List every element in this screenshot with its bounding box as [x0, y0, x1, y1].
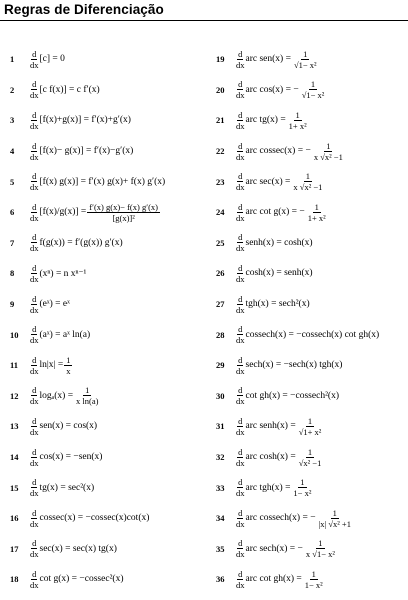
rule-expression: cossec(x) = −cossec(x)cot(x) — [39, 513, 150, 524]
rule-number: 19 — [216, 54, 225, 65]
operator-denominator: dx — [236, 457, 245, 468]
rule-number: 14 — [10, 452, 19, 463]
rule-expression: arc sen(x) = — [245, 54, 291, 65]
rule-expression: arc cot g(x) = − — [245, 207, 305, 218]
operator-numerator: d — [238, 262, 243, 273]
rule-row — [10, 44, 210, 75]
rule-row — [216, 411, 408, 442]
operator-denominator: dx — [30, 273, 39, 284]
rule-number: 23 — [216, 176, 225, 187]
operator-denominator: dx — [236, 426, 245, 437]
rule-number: 26 — [216, 268, 225, 279]
rule-expression: [f(x)/g(x)] = — [39, 207, 87, 218]
operator-numerator: d — [32, 324, 37, 335]
derivative-operator — [236, 385, 245, 406]
fraction-denominator: 1+ x² — [288, 120, 307, 131]
rule-expression: arc cossec(x) = − — [245, 146, 311, 157]
operator-numerator: d — [32, 262, 37, 273]
rule-row — [216, 442, 408, 473]
derivative-operator — [236, 294, 245, 315]
rule-row — [10, 228, 210, 259]
rule-expression: arc senh(x) = — [245, 421, 296, 432]
operator-denominator: dx — [30, 488, 39, 499]
operator-denominator: dx — [30, 182, 39, 193]
result-fraction — [291, 477, 313, 498]
operator-denominator: dx — [236, 396, 245, 407]
rule-row — [216, 564, 408, 595]
operator-numerator: d — [238, 171, 243, 182]
rule-row — [216, 166, 408, 197]
derivative-operator — [236, 538, 245, 559]
operator-numerator: d — [238, 354, 243, 365]
rule-number: 15 — [10, 482, 19, 493]
derivative-operator — [236, 79, 245, 100]
rule-row — [216, 319, 408, 350]
rule-number: 3 — [10, 115, 15, 126]
rule-row — [216, 381, 408, 412]
rule-row — [216, 289, 408, 320]
derivative-operator — [236, 110, 245, 131]
rule-number: 29 — [216, 360, 225, 371]
operator-numerator: d — [238, 415, 243, 426]
operator-numerator: d — [238, 201, 243, 212]
operator-denominator: dx — [236, 182, 245, 193]
rule-row — [216, 350, 408, 381]
operator-denominator: dx — [236, 59, 245, 70]
derivative-operator — [236, 569, 245, 590]
derivative-operator — [236, 477, 245, 498]
rule-row — [216, 503, 408, 534]
operator-denominator: dx — [30, 365, 39, 376]
rule-number: 28 — [216, 329, 225, 340]
page-title: Regras de Diferenciação — [4, 2, 164, 17]
derivative-operator — [30, 49, 39, 70]
fraction-denominator: √1+ x² — [298, 426, 322, 437]
fraction-denominator: |x| √x² +1 — [318, 518, 351, 529]
rule-number: 8 — [10, 268, 15, 279]
rule-expression: arc sec(x) = — [245, 176, 291, 187]
result-fraction — [292, 49, 319, 70]
rule-number: 30 — [216, 390, 225, 401]
rule-number: 12 — [10, 390, 19, 401]
rule-expression: [f(x)+g(x)] = f′(x)+g′(x) — [39, 115, 131, 126]
rule-number: 10 — [10, 329, 19, 340]
derivative-operator — [30, 79, 39, 100]
operator-numerator: d — [32, 293, 37, 304]
rule-expression: (eˣ) = eˣ — [39, 299, 70, 310]
operator-denominator: dx — [30, 518, 39, 529]
operator-denominator: dx — [30, 396, 39, 407]
rule-number: 18 — [10, 574, 19, 585]
rule-number: 32 — [216, 452, 225, 463]
fraction-denominator: 1− x² — [293, 488, 312, 499]
derivative-operator — [30, 202, 39, 223]
fraction-numerator: 1 — [332, 507, 337, 518]
fraction-numerator: 1 — [66, 354, 71, 365]
rule-expression: arc sech(x) = − — [245, 543, 303, 554]
rule-number: 34 — [216, 513, 225, 524]
rule-row — [10, 411, 210, 442]
derivative-operator — [30, 141, 39, 162]
rule-row — [216, 228, 408, 259]
rule-expression: cot gh(x) = −cossech²(x) — [245, 390, 339, 401]
fraction-denominator: x — [66, 365, 71, 376]
result-fraction — [287, 110, 309, 131]
fraction-numerator: 1 — [307, 446, 313, 457]
operator-denominator: dx — [30, 549, 39, 560]
result-fraction — [291, 171, 324, 192]
rule-row — [10, 381, 210, 412]
rule-number: 33 — [216, 482, 225, 493]
rule-expression: sen(x) = cos(x) — [39, 421, 98, 432]
rule-number: 4 — [10, 146, 15, 157]
rule-row — [216, 75, 408, 106]
rule-row — [10, 350, 210, 381]
rule-row — [216, 136, 408, 167]
operator-denominator: dx — [30, 90, 39, 101]
rule-row — [10, 258, 210, 289]
operator-denominator: dx — [236, 273, 245, 284]
fraction-denominator: x ln(a) — [76, 396, 99, 407]
rule-row — [216, 534, 408, 565]
rule-row — [216, 44, 408, 75]
rule-number: 2 — [10, 84, 15, 95]
rule-expression: ln|x| = — [39, 360, 64, 371]
rule-number: 20 — [216, 84, 225, 95]
derivative-operator — [236, 355, 245, 376]
operator-denominator: dx — [236, 549, 245, 560]
fraction-numerator: 1 — [307, 415, 313, 426]
derivative-operator — [30, 569, 39, 590]
rule-row — [216, 258, 408, 289]
result-fraction — [64, 355, 72, 376]
derivative-operator — [30, 232, 39, 253]
derivative-operator — [30, 508, 39, 529]
operator-denominator: dx — [30, 457, 39, 468]
rule-number: 11 — [10, 360, 19, 371]
rule-row — [10, 105, 210, 136]
rule-expression: cos(x) = −sen(x) — [39, 452, 103, 463]
result-fraction — [297, 447, 324, 468]
fraction-numerator: 1 — [326, 140, 331, 151]
rule-row — [10, 75, 210, 106]
derivative-operator — [236, 141, 245, 162]
operator-denominator: dx — [30, 426, 39, 437]
fraction-numerator: 1 — [314, 201, 319, 212]
rule-expression: arc cot gh(x) = — [245, 574, 302, 585]
derivative-operator — [236, 263, 245, 284]
operator-denominator: dx — [236, 365, 245, 376]
rule-number: 21 — [216, 115, 225, 126]
operator-numerator: d — [238, 507, 243, 518]
rule-row — [10, 136, 210, 167]
operator-numerator: d — [32, 201, 37, 212]
rule-expression: sec(x) = sec(x) tg(x) — [39, 543, 117, 554]
rule-number: 25 — [216, 237, 225, 248]
rule-expression: senh(x) = cosh(x) — [245, 237, 313, 248]
derivative-operator — [30, 171, 39, 192]
rule-number: 5 — [10, 176, 15, 187]
rule-expression: f(g(x)) = f′(g(x)) g′(x) — [39, 237, 123, 248]
operator-denominator: dx — [30, 335, 39, 346]
operator-numerator: d — [238, 140, 243, 151]
operator-numerator: d — [32, 446, 37, 457]
operator-numerator: d — [238, 477, 243, 488]
derivative-operator — [30, 355, 39, 376]
operator-denominator: dx — [30, 243, 39, 254]
result-fraction — [87, 202, 160, 223]
derivative-operator — [30, 416, 39, 437]
fraction-numerator: 1 — [311, 568, 316, 579]
rule-row — [216, 472, 408, 503]
operator-numerator: d — [238, 109, 243, 120]
rule-expression: cosh(x) = senh(x) — [245, 268, 313, 279]
rule-expression: [c] = 0 — [39, 54, 65, 65]
derivative-operator — [236, 232, 245, 253]
rule-expression: tg(x) = sec²(x) — [39, 482, 95, 493]
rule-expression: tgh(x) = sech²(x) — [245, 299, 310, 310]
operator-numerator: d — [32, 568, 37, 579]
derivative-operator — [236, 202, 245, 223]
rule-expression: [f(x) g(x)] = f′(x) g(x)+ f(x) g′(x) — [39, 176, 166, 187]
operator-denominator: dx — [236, 304, 245, 315]
derivative-operator — [236, 324, 245, 345]
operator-numerator: d — [32, 354, 37, 365]
fraction-denominator: x √1− x² — [305, 549, 335, 560]
operator-numerator: d — [32, 109, 37, 120]
rule-row — [10, 564, 210, 595]
fraction-denominator: √1− x² — [293, 59, 317, 70]
result-fraction — [312, 141, 345, 162]
operator-numerator: d — [238, 232, 243, 243]
derivative-operator — [30, 294, 39, 315]
fraction-denominator: 1− x² — [304, 579, 323, 590]
rule-row — [10, 166, 210, 197]
operator-numerator: d — [238, 538, 243, 549]
title-underline — [0, 20, 408, 21]
operator-denominator: dx — [236, 90, 245, 101]
operator-denominator: dx — [236, 120, 245, 131]
rule-number: 13 — [10, 421, 19, 432]
rules-column-left — [10, 44, 210, 595]
derivative-operator — [236, 447, 245, 468]
rule-number: 22 — [216, 146, 225, 157]
operator-numerator: d — [32, 538, 37, 549]
rule-number: 31 — [216, 421, 225, 432]
derivative-operator — [30, 110, 39, 131]
fraction-denominator: 1+ x² — [307, 212, 326, 223]
operator-denominator: dx — [236, 151, 245, 162]
derivative-operator — [236, 416, 245, 437]
operator-denominator: dx — [236, 518, 245, 529]
result-fraction — [300, 79, 327, 100]
rule-row — [10, 197, 210, 228]
operator-numerator: d — [32, 140, 37, 151]
rule-row — [10, 442, 210, 473]
result-fraction — [317, 508, 353, 529]
rule-expression: arc tgh(x) = — [245, 482, 291, 493]
rule-expression: arc cos(x) = − — [245, 84, 299, 95]
operator-numerator: d — [238, 324, 243, 335]
derivative-operator — [30, 385, 39, 406]
rule-expression: logₐ(x) = — [39, 390, 74, 401]
operator-numerator: d — [238, 293, 243, 304]
rule-number: 9 — [10, 299, 15, 310]
rule-expression: arc tg(x) = — [245, 115, 286, 126]
operator-denominator: dx — [30, 304, 39, 315]
fraction-numerator: 1 — [295, 109, 300, 120]
operator-numerator: d — [32, 171, 37, 182]
operator-numerator: d — [32, 477, 37, 488]
result-fraction — [304, 538, 337, 559]
rule-number: 1 — [10, 54, 15, 65]
derivative-operator — [30, 477, 39, 498]
derivative-operator — [236, 508, 245, 529]
rule-row — [10, 289, 210, 320]
operator-numerator: d — [32, 232, 37, 243]
rule-row — [10, 319, 210, 350]
fraction-numerator: 1 — [318, 538, 323, 549]
operator-numerator: d — [32, 415, 37, 426]
result-fraction — [74, 385, 100, 406]
rule-row — [216, 105, 408, 136]
fraction-numerator: 1 — [303, 48, 308, 59]
rule-number: 16 — [10, 513, 19, 524]
fraction-denominator: [g(x)]² — [112, 212, 135, 223]
fraction-denominator: x √x² −1 — [313, 151, 343, 162]
rule-expression: (xⁿ) = n xⁿ⁻¹ — [39, 268, 87, 279]
derivative-operator — [236, 49, 245, 70]
operator-denominator: dx — [30, 579, 39, 590]
fraction-denominator: √x² −1 — [298, 457, 322, 468]
operator-denominator: dx — [30, 59, 39, 70]
rule-number: 17 — [10, 543, 19, 554]
rule-number: 35 — [216, 543, 225, 554]
operator-numerator: d — [238, 79, 243, 90]
rule-expression: (aˣ) = aˣ ln(a) — [39, 329, 91, 340]
rule-row — [10, 534, 210, 565]
result-fraction — [303, 569, 325, 590]
operator-denominator: dx — [30, 151, 39, 162]
rule-number: 7 — [10, 237, 15, 248]
operator-numerator: d — [238, 48, 243, 59]
fraction-numerator: 1 — [300, 477, 305, 488]
operator-numerator: d — [238, 446, 243, 457]
rule-expression: arc cosh(x) = — [245, 452, 296, 463]
derivative-operator — [30, 447, 39, 468]
rule-row — [10, 472, 210, 503]
operator-numerator: d — [32, 507, 37, 518]
operator-denominator: dx — [30, 120, 39, 131]
rule-expression: cossech(x) = −cossech(x) cot gh(x) — [245, 329, 380, 340]
fraction-numerator: f′(x) g(x)− f(x) g′(x) — [89, 201, 158, 212]
rule-row — [216, 197, 408, 228]
operator-denominator: dx — [236, 243, 245, 254]
rule-expression: arc cossech(x) = − — [245, 513, 316, 524]
rule-number: 27 — [216, 299, 225, 310]
operator-denominator: dx — [236, 579, 245, 590]
operator-numerator: d — [238, 385, 243, 396]
rules-column-right — [216, 44, 408, 595]
derivative-operator — [30, 263, 39, 284]
operator-numerator: d — [32, 79, 37, 90]
fraction-denominator: x √x² −1 — [293, 182, 323, 193]
rule-expression: sech(x) = −sech(x) tgh(x) — [245, 360, 343, 371]
operator-denominator: dx — [236, 488, 245, 499]
rule-expression: [c f(x)] = c f′(x) — [39, 84, 100, 95]
operator-denominator: dx — [30, 212, 39, 223]
operator-numerator: d — [238, 568, 243, 579]
fraction-numerator: 1 — [305, 171, 311, 182]
operator-numerator: d — [32, 385, 37, 396]
rule-expression: cot g(x) = −cossec²(x) — [39, 574, 124, 585]
rule-expression: [f(x)− g(x)] = f′(x)−g′(x) — [39, 146, 134, 157]
result-fraction — [306, 202, 328, 223]
rule-number: 24 — [216, 207, 225, 218]
rule-row — [10, 503, 210, 534]
operator-denominator: dx — [236, 335, 245, 346]
operator-numerator: d — [32, 48, 37, 59]
derivative-operator — [236, 171, 245, 192]
derivative-operator — [30, 538, 39, 559]
result-fraction — [297, 416, 324, 437]
fraction-numerator: 1 — [310, 79, 316, 90]
rule-number: 36 — [216, 574, 225, 585]
operator-denominator: dx — [236, 212, 245, 223]
rule-number: 6 — [10, 207, 15, 218]
derivative-operator — [30, 324, 39, 345]
fraction-denominator: √1− x² — [301, 90, 325, 101]
fraction-numerator: 1 — [85, 385, 90, 396]
